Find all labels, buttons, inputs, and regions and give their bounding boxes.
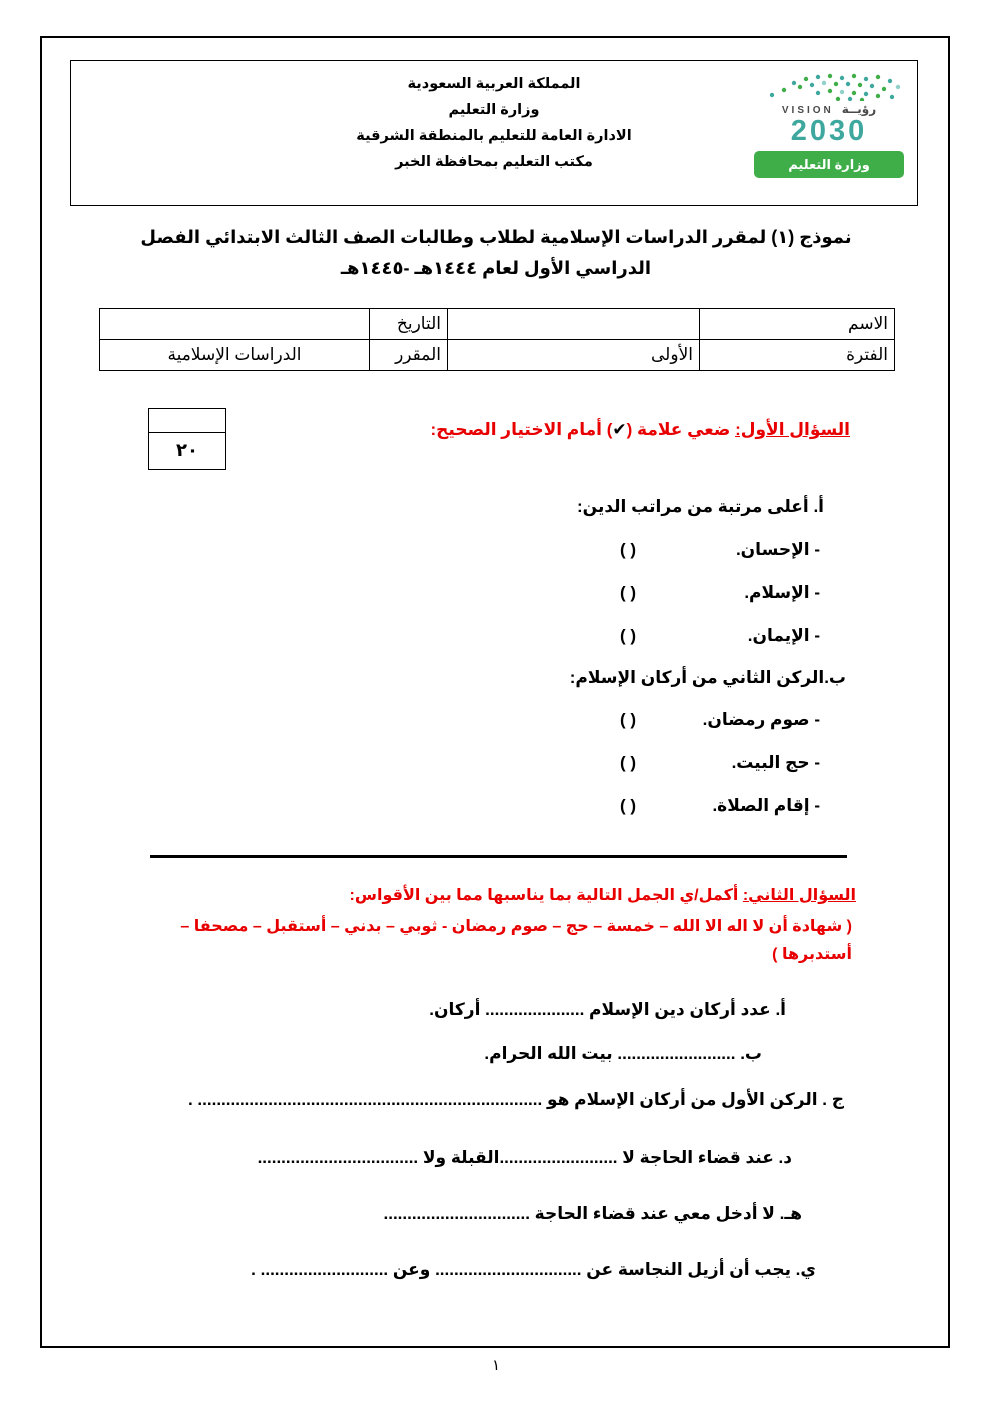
option-text: - صوم رمضان. bbox=[702, 710, 820, 729]
question2-instruction: أكمل/ي الجمل التالية بما يناسبها مما بين الأقواس: bbox=[349, 887, 743, 904]
course-label: المقرر bbox=[370, 340, 448, 371]
exam-title-line-1: نموذج (١) لمقرر الدراسات الإسلامية لطلاب وطالبات الصف الثالث الابتدائي الفصل bbox=[140, 227, 852, 247]
ministry-line-country: المملكة العربية السعودية bbox=[407, 76, 581, 92]
vision-wordmark bbox=[751, 102, 907, 116]
period-label: الفترة bbox=[700, 340, 895, 371]
fill-blank-item-y: ي. يجب أن أزيل النجاسة عن ............................... وعن ........................... . bbox=[251, 1260, 816, 1279]
section-divider bbox=[150, 855, 847, 858]
option-text: - الإيمان. bbox=[747, 626, 820, 645]
option-text: - حج البيت. bbox=[731, 753, 820, 772]
option-islam bbox=[620, 583, 820, 603]
table-row bbox=[100, 309, 895, 340]
vision-2030-logo bbox=[751, 71, 907, 178]
option-ihsan bbox=[620, 540, 820, 560]
question1-instruction-post: ) أمام الاختيار الصحيح: bbox=[430, 420, 613, 439]
answer-parentheses: ( ) bbox=[620, 796, 637, 815]
option-salah bbox=[620, 796, 820, 816]
option-text: - الإحسان. bbox=[735, 540, 820, 559]
period-value: الأولى bbox=[448, 340, 700, 371]
option-sawm-ramadan bbox=[620, 710, 820, 730]
question1-part-a-label: أ. أعلى مرتبة من مراتب الدين: bbox=[577, 497, 824, 516]
option-text: - الإسلام. bbox=[744, 583, 820, 602]
answer-parentheses: ( ) bbox=[620, 626, 637, 645]
fill-blank-item-b: ب. ......................... بيت الله الحرام. bbox=[484, 1044, 762, 1063]
vision-2030-year: 2030 bbox=[790, 115, 868, 147]
fill-blank-item-d: د. عند قضاء الحاجة لا .........................القبلة ولا .................................. bbox=[257, 1148, 792, 1167]
answer-parentheses: ( ) bbox=[620, 710, 637, 729]
total-score: ٢٠ bbox=[176, 440, 198, 460]
question1-part-b-label: ب.الركن الثاني من أركان الإسلام: bbox=[569, 668, 846, 687]
palm-dots-icon bbox=[754, 71, 904, 101]
word-bank: ( شهادة أن لا اله الا الله – خمسة – حج – صوم رمضان - ثوبي – بدني – أستقبل – مصحفا – أستدبرها ) bbox=[180, 918, 852, 963]
vision-english-word: VISION bbox=[781, 105, 834, 116]
exam-title-line-2: الدراسي الأول لعام ١٤٤٤هـ -١٤٤٥هـ bbox=[340, 258, 652, 278]
date-value-cell bbox=[100, 309, 370, 340]
date-label: التاريخ bbox=[370, 309, 448, 340]
option-hajj bbox=[620, 753, 820, 773]
fill-blank-item-h: هـ. لا أدخل معي عند قضاء الحاجة ............................... bbox=[383, 1204, 802, 1223]
name-value-cell bbox=[448, 309, 700, 340]
answer-parentheses: ( ) bbox=[620, 540, 637, 559]
table-row bbox=[100, 340, 895, 371]
answer-parentheses: ( ) bbox=[620, 753, 637, 772]
ministry-line-office: مكتب التعليم بمحافظة الخبر bbox=[395, 154, 593, 170]
ministry-line-administration: الادارة العامة للتعليم بالمنطقة الشرقية bbox=[356, 128, 632, 144]
score-box-empty-cell bbox=[149, 409, 225, 433]
question1-instruction-pre: ضعي علامة ( bbox=[626, 420, 736, 439]
option-text: - إقام الصلاة. bbox=[712, 796, 820, 815]
option-iman bbox=[620, 626, 820, 646]
page-number: ١ bbox=[491, 1357, 501, 1374]
checkmark-icon: ✔ bbox=[612, 420, 627, 439]
fill-blank-item-j: ج . الركن الأول من أركان الإسلام هو ......................................................................... . bbox=[187, 1090, 844, 1109]
ministry-line-ministry: وزارة التعليم bbox=[448, 102, 540, 118]
name-label: الاسم bbox=[700, 309, 895, 340]
question2-heading bbox=[350, 885, 856, 905]
exam-title bbox=[0, 222, 992, 284]
vision-arabic-word: رؤيــة bbox=[841, 102, 877, 116]
ministry-of-education-badge: وزارة التعليم bbox=[754, 151, 904, 178]
fill-blank-item-a: أ. عدد أركان دين الإسلام ..................... أركان. bbox=[429, 1000, 786, 1019]
question1-title: السؤال الأول: bbox=[735, 420, 850, 439]
student-info-table bbox=[99, 308, 895, 371]
question1-heading bbox=[431, 420, 851, 440]
question2-title: السؤال الثاني: bbox=[742, 887, 856, 904]
score-box bbox=[148, 408, 226, 470]
answer-parentheses: ( ) bbox=[620, 583, 637, 602]
document-header bbox=[70, 60, 918, 206]
course-value: الدراسات الإسلامية bbox=[100, 340, 370, 371]
